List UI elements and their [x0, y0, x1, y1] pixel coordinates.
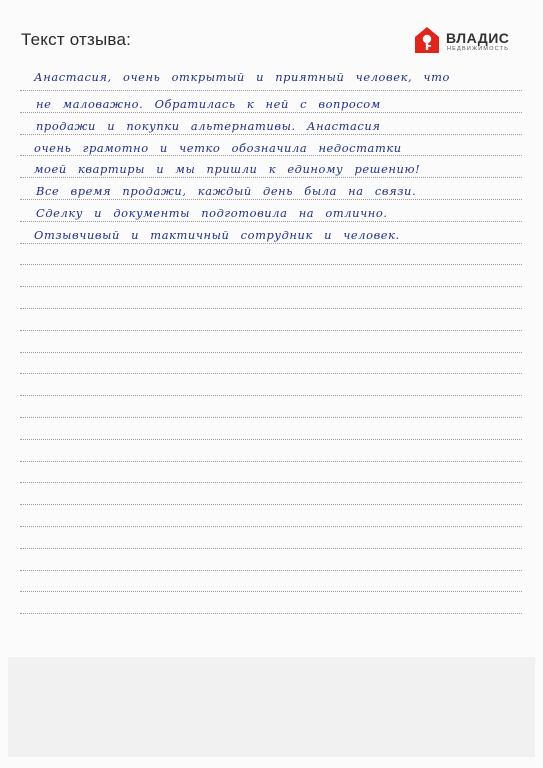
handwritten-line: Все время продажи, каждый день была на связи. — [36, 184, 417, 198]
ruled-line — [20, 155, 522, 156]
ruled-line — [20, 352, 522, 353]
ruled-line — [20, 461, 522, 462]
ruled-line — [20, 417, 522, 418]
handwritten-line: не маловажно. Обратилась к ней с вопросом — [36, 97, 381, 111]
ruled-line — [20, 395, 522, 396]
handwritten-line: моей квартиры и мы пришли к единому решению! — [34, 162, 421, 176]
ruled-line — [20, 134, 522, 135]
ruled-line — [20, 548, 522, 549]
ruled-line — [20, 90, 522, 91]
ruled-line — [20, 264, 522, 265]
ruled-line — [20, 221, 522, 222]
logo-subtitle: НЕДВИЖИМОСТЬ — [447, 46, 510, 52]
ruled-line — [20, 243, 522, 244]
ruled-line — [20, 613, 522, 614]
handwritten-line: очень грамотно и четко обозначила недостатки — [34, 141, 402, 155]
ruled-line — [20, 177, 522, 178]
company-logo — [414, 26, 529, 56]
ruled-line — [20, 591, 522, 592]
logo-name: ВЛАДИС — [446, 30, 510, 46]
handwritten-line: Сделку и документы подготовила на отлично. — [36, 206, 388, 220]
ruled-line — [20, 330, 522, 331]
ruled-line — [20, 439, 522, 440]
handwritten-line: продажи и покупки альтернативы. Анастасия — [36, 119, 381, 133]
house-key-icon — [414, 26, 440, 54]
page-title: Текст отзыва: — [21, 30, 132, 49]
handwritten-line: Анастасия, очень открытый и приятный человек, что — [34, 70, 450, 84]
ruled-line — [20, 199, 522, 200]
handwritten-line: Отзывчивый и тактичный сотрудник и человек. — [34, 228, 400, 242]
ruled-line — [20, 286, 522, 287]
ruled-line — [20, 112, 522, 113]
ruled-line — [20, 526, 522, 527]
ruled-line — [20, 373, 522, 374]
scan-shadow — [8, 657, 535, 757]
ruled-line — [20, 308, 522, 309]
ruled-line — [20, 504, 522, 505]
ruled-line — [20, 482, 522, 483]
ruled-line — [20, 570, 522, 571]
